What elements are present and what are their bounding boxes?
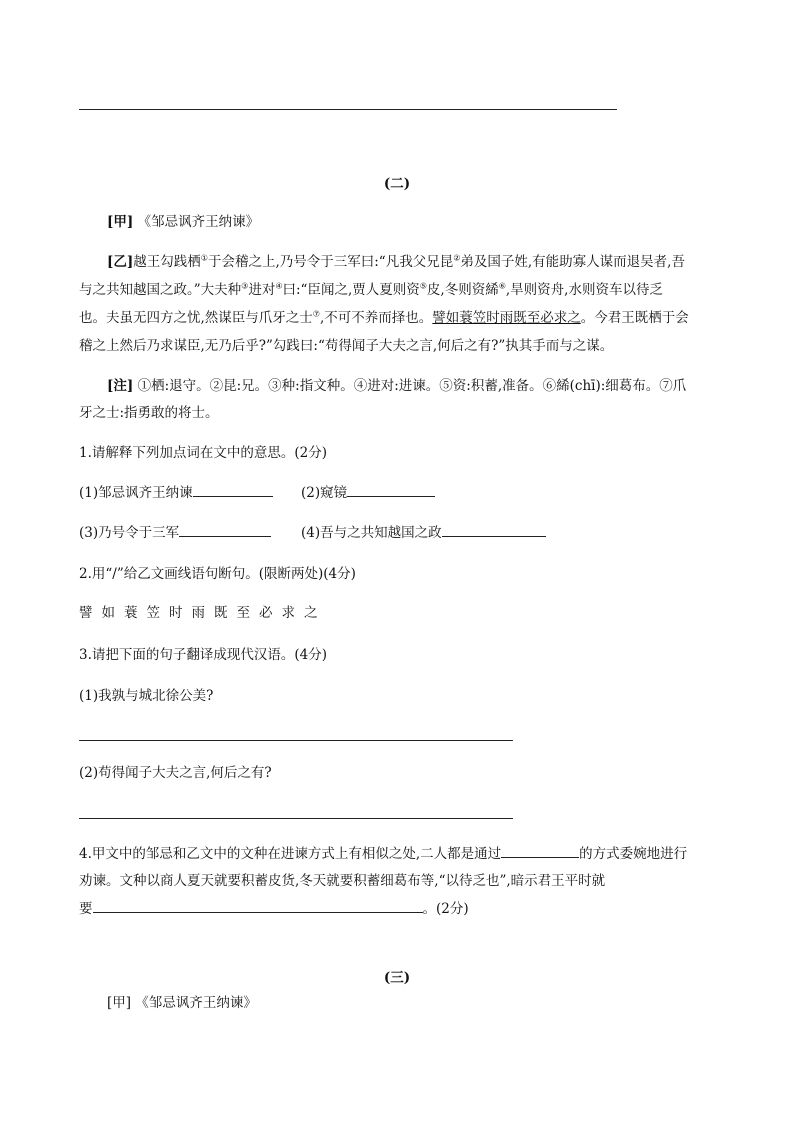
question-1-items-row-1	[79, 482, 273, 503]
yi-text: ,不可不养而择也。	[319, 310, 433, 326]
section-3-heading: (三)	[383, 970, 411, 986]
question-3-item-1: (1)我孰与城北徐公美?	[79, 688, 214, 704]
question-1-item-4	[301, 522, 546, 543]
question-4-line-3	[79, 898, 469, 919]
section-3-jia-label: [甲]	[107, 995, 132, 1011]
q3-answer-line-1[interactable]	[79, 740, 513, 741]
yi-text: ,旱则资舟,水则资车以待乏	[505, 282, 663, 298]
notes-line-2: 牙之士:指勇敢的将士。	[79, 405, 219, 421]
yi-passage-line-2	[79, 280, 663, 300]
yi-text: 。今君王既栖于会	[580, 310, 689, 326]
question-2: 2.用“/”给乙文画线语句断句。(限断两处)(4分)	[79, 566, 356, 582]
footnote-marker: ③	[241, 281, 249, 291]
section-2-heading: (二)	[383, 176, 411, 192]
yi-text: 曰:“臣闻之,贾人夏则资	[282, 282, 420, 298]
q1-answer-blank-4[interactable]	[442, 522, 546, 537]
q4-answer-blank-1[interactable]	[501, 843, 579, 858]
jia-title: 《邹忌讽齐王纳谏》	[137, 214, 260, 230]
yi-text: 稽之上然后乃求谋臣,无乃后乎?”勾践曰:“苟得闻子大夫之言,何后之有?”执其手而与之谋。	[79, 338, 614, 354]
top-answer-line	[79, 109, 617, 110]
q4-text: 要	[79, 901, 93, 917]
q1-item-2: (2)窥镜	[301, 485, 348, 501]
question-1-items-row-2	[79, 522, 271, 543]
footnote-marker: ⑥	[498, 281, 506, 291]
q1-answer-blank-3[interactable]	[179, 522, 271, 537]
yi-text: 皮,冬则资絺	[426, 282, 499, 298]
section-3-jia-title: 《邹忌讽齐王纳谏》	[135, 995, 257, 1011]
yi-passage-line-3	[79, 308, 689, 328]
footnote-marker: ⑦	[312, 309, 320, 319]
q1-answer-blank-1[interactable]	[193, 482, 273, 497]
yi-text: 越王勾践栖	[133, 254, 201, 270]
question-2-sentence: 譬如蓑笠时雨既至必求之	[79, 605, 327, 621]
question-1: 1.请解释下列加点词在文中的意思。(2分)	[79, 445, 328, 461]
section-3-jia-line	[107, 993, 257, 1013]
yi-text: 也。夫虽无四方之忧,然谋臣与爪牙之士	[79, 310, 313, 326]
q1-item-4: (4)吾与之共知越国之政	[301, 525, 442, 541]
yi-text: 进对	[248, 282, 276, 298]
q3-answer-line-2[interactable]	[79, 818, 513, 819]
q1-item-1: (1)邹忌讽齐王纳谏	[79, 485, 193, 501]
q4-text: 4.甲文中的邹忌和乙文中的文种在进谏方式上有相似之处,二人都是通过	[79, 846, 502, 862]
yi-text: 与之共知越国之政。”大夫种	[79, 282, 242, 298]
yi-passage-line-1	[107, 252, 685, 272]
question-1-item-2	[301, 482, 435, 503]
question-4-line-1	[79, 843, 687, 864]
yi-text: 弟及国子姓,有能助寡人谋而退吴者,吾	[460, 254, 685, 270]
q4-answer-blank-2[interactable]	[93, 898, 423, 913]
q4-text: 。(2分)	[422, 901, 469, 917]
footnote-marker: ④	[275, 281, 283, 291]
question-3: 3.请把下面的句子翻译成现代汉语。(4分)	[79, 647, 328, 663]
notes-line-1	[107, 376, 686, 396]
question-3-item-2: (2)苟得闻子大夫之言,何后之有?	[79, 765, 272, 781]
notes-text: ①栖:退守。②昆:兄。③种:指文种。④进对:进谏。⑤资:积蓄,准备。⑥絺(chī):细葛布。⑦爪	[137, 378, 687, 394]
q4-text: 的方式委婉地进行	[579, 846, 688, 862]
footnote-marker: ②	[453, 253, 461, 263]
yi-text: 于会稽之上,乃号令于三军曰:“凡我父兄昆	[207, 254, 454, 270]
footnote-marker: ⑤	[419, 281, 427, 291]
jia-title-line	[107, 212, 259, 232]
question-4-line-2: 劝谏。文种以商人夏天就要积蓄皮货,冬天就要积蓄细葛布等,“以待乏也”,暗示君王平时就	[79, 873, 606, 889]
q1-answer-blank-2[interactable]	[347, 482, 435, 497]
q1-item-3: (3)乃号令于三军	[79, 525, 180, 541]
yi-passage-line-4	[79, 336, 613, 356]
underlined-sentence: 譬如蓑笠时雨既至必求之	[432, 310, 581, 326]
footnote-marker: ①	[200, 253, 208, 263]
jia-label: [甲]	[107, 214, 134, 230]
yi-label: [乙]	[107, 254, 134, 270]
notes-label: [注]	[107, 378, 134, 394]
